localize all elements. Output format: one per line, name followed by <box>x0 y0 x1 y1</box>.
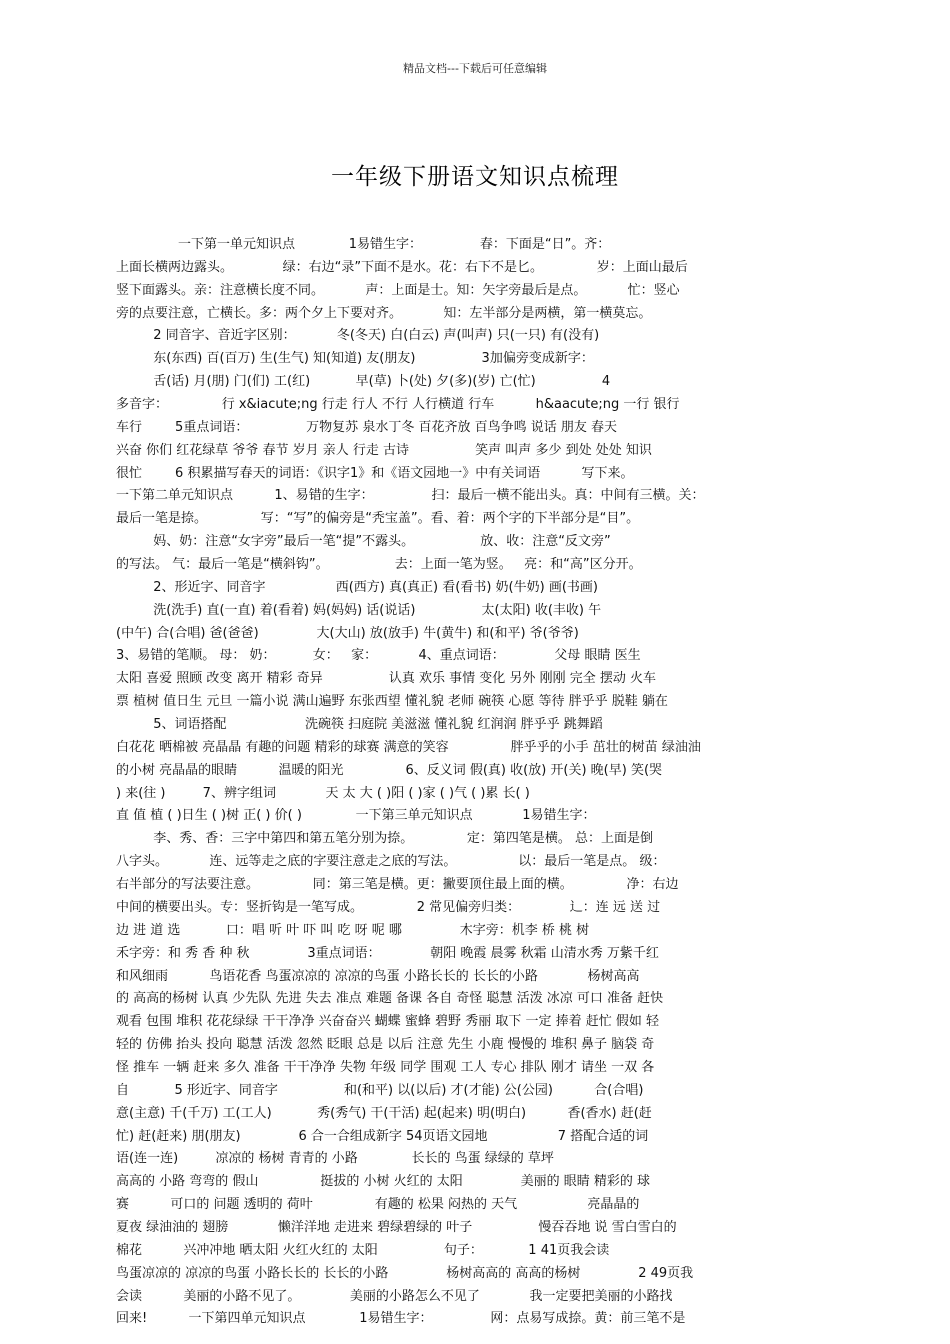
text-line: 舌(话) 月(朋) 门(们) 工(红) 早(草) 卜(处) 夕(多)(岁) 亡(忙) 4 <box>116 374 611 390</box>
text-line: 回来! 一下第四单元知识点 1易错生字： 网：点易写成捺。黄：前三笔不是 <box>116 1311 686 1327</box>
text-line: 自 5 形近字、同音字 和(和平) 以(以后) 才(才能) 公(公园) 合(合唱) <box>116 1082 644 1098</box>
text-line: 的 高高的杨树 认真 少先队 先进 失去 准点 难题 备课 各自 奇怪 聪慧 活泼 冰凉 可口 准备 赶快 <box>116 991 664 1007</box>
text-line: 会读 美丽的小路不见了。 美丽的小路怎么不见了 我一定要把美丽的小路找 <box>116 1288 673 1304</box>
text-line: 禾字旁：和 秀 香 种 秋 3重点词语： 朝阳 晚霞 晨雾 秋霜 山清水秀 万紫千红 <box>116 945 659 961</box>
text-line: ) 来(往 ) 7、辨字组词 天 太 大 ( )阳 ( )家 ( )气 ( )累 长( ) <box>116 785 530 801</box>
text-line: 竖下面露头。亲：注意横长度不同。 声：上面是士。知：矢字旁最后是点。 忙：竖心 <box>116 282 680 298</box>
text-line: 最后一笔是捺。 写：“写”的偏旁是“秃宝盖”。看、着：两个字的下半部分是“目”。 <box>116 511 640 527</box>
text-line: 一下第二单元知识点 1、易错的生字： 扫：最后一横不能出头。真：中间有三横。关： <box>116 488 705 504</box>
text-line: 5、词语搭配 洗碗筷 扫庭院 美滋滋 懂礼貌 红润润 胖乎乎 跳舞蹈 <box>116 717 603 733</box>
document-title: 一年级下册语文知识点梳理 <box>331 164 619 190</box>
document-body <box>116 234 836 1331</box>
text-line: 2、形近字、同音字 西(西方) 真(真正) 看(看书) 奶(牛奶) 画(书画) <box>116 579 598 595</box>
text-line: 中间的横要出头。专：竖折钩是一笔写成。 2 常见偏旁归类： 辶：连 远 送 过 <box>116 899 661 915</box>
text-line: 赛 可口的 问题 透明的 荷叶 有趣的 松果 闷热的 天气 亮晶晶的 <box>116 1197 640 1213</box>
text-line: 很忙 6 积累描写春天的词语：《识字1》和《语文园地一》中有关词语 写下来。 <box>116 465 634 481</box>
text-line: 旁的点要注意，亡横长。多：两个夕上下要对齐。 知：左半部分是两横，第一横莫忘。 <box>116 305 652 321</box>
text-line: 轻的 仿佛 抬头 投向 聪慧 活泼 忽然 眨眼 总是 以后 注意 先生 小鹿 慢慢的 堆积 鼻子 脑袋 奇 <box>116 1037 655 1053</box>
text-line: 边 进 道 选 口：唱 听 叶 吓 叫 吃 呀 呢 哪 木字旁：机李 桥 桃 树 <box>116 922 590 938</box>
text-line: (中午) 合(合唱) 爸(爸爸) 大(大山) 放(放手) 牛(黄牛) 和(和平) 爷(爷爷) <box>116 625 579 641</box>
text-line: 车行 5重点词语： 万物复苏 泉水丁冬 百花齐放 百鸟争鸣 说话 朋友 春天 <box>116 419 617 435</box>
text-line: 洗(洗手) 直(一直) 着(看着) 妈(妈妈) 话(说话) 太(太阳) 收(丰收) 午 <box>116 602 602 618</box>
text-line: 白花花 晒棉被 亮晶晶 有趣的问题 精彩的球赛 满意的笑容 胖乎乎的小手 茁壮的树苗 绿油油 <box>116 739 701 755</box>
text-line: 太阳 喜爱 照顾 改变 离开 精彩 奇异 认真 欢乐 事情 变化 另外 刚刚 完全 摆动 火车 <box>116 671 656 687</box>
text-line: 右半部分的写法要注意。 同：第三笔是横。更：撇要顶住最上面的横。 净：右边 <box>116 877 679 893</box>
text-line: 夏夜 绿油油的 翅膀 懒洋洋地 走进来 碧绿碧绿的 叶子 慢吞吞地 说 雪白雪白的 <box>116 1219 677 1235</box>
text-line: 怪 推车 一辆 赶来 多久 准备 干干净净 失物 年级 同学 围观 工人 专心 排队 刚才 请坐 一双 各 <box>116 1059 655 1075</box>
text-line: 鸟蛋凉凉的 凉凉的鸟蛋 小路长长的 长长的小路 杨树高高的 高高的杨树 2 49页我 <box>116 1265 694 1281</box>
text-line: 一下第一单元知识点 1易错生字： 春：下面是“日”。齐： <box>116 237 611 252</box>
text-line: 意(主意) 千(千万) 工(工人) 秀(秀气) 干(干活) 起(起来) 明(明白) 香(香水) 赶(赶 <box>116 1105 652 1121</box>
text-line: 票 植树 值日生 元旦 一篇小说 满山遍野 东张西望 懂礼貌 老师 碗筷 心愿 等待 胖乎乎 脱鞋 躺在 <box>116 694 668 710</box>
text-line: 棉花 兴冲冲地 晒太阳 火红火红的 太阳 句子： 1 41页我会读 <box>116 1242 610 1258</box>
text-line: 直 值 植 ( )日生 ( )树 正( ) 价( ) 一下第三单元知识点 1易错生字： <box>116 808 596 824</box>
text-line: 高高的 小路 弯弯的 假山 挺拔的 小树 火红的 太阳 美丽的 眼睛 精彩的 球 <box>116 1174 651 1190</box>
text-line: 妈、奶：注意“女字旁”最后一笔“提”不露头。 放、收：注意“反文旁” <box>116 534 611 550</box>
text-line: 李、秀、香：三字中第四和第五笔分别为捺。 定：第四笔是横。 总：上面是倒 <box>116 831 654 847</box>
text-line: 的写法。 气：最后一笔是“横斜钩”。 去：上面一笔为竖。 亮：和“高”区分开。 <box>116 557 642 573</box>
text-line: 观看 包围 堆积 花花绿绿 干干净净 兴奋奋兴 蝴蝶 蜜蜂 碧野 秀丽 取下 一定 捧着 赶忙 假如 轻 <box>116 1014 659 1030</box>
text-line: 3、易错的笔顺。 母： 奶： 女： 家： 4、重点词语： 父母 眼睛 医生 <box>116 648 641 664</box>
text-line: 的小树 亮晶晶的眼睛 温暖的阳光 6、反义词 假(真) 收(放) 开(关) 晚(早) 笑(哭 <box>116 762 663 778</box>
text-line: 2 同音字、音近字区别： 冬(冬天) 白(白云) 声(叫声) 只(一只) 有(没有) <box>116 328 600 344</box>
text-line: 兴奋 你们 红花绿草 爷爷 春节 岁月 亲人 行走 古诗 笑声 叫声 多少 到处 处处 知识 <box>116 442 652 458</box>
text-line: 八字头。 连、远等走之底的字要注意走之底的写法。 以：最后一笔是点。 级： <box>116 854 666 870</box>
page-header: 精品文档---下载后可任意编辑 <box>403 62 547 75</box>
text-line: 东(东西) 百(百万) 生(生气) 知(知道) 友(朋友) 3加偏旁变成新字： <box>116 351 594 367</box>
text-line: 多音字： 行 x&iacute;ng 行走 行人 不行 人行横道 行车 h&aacute;ng 一行 银行 <box>116 397 680 413</box>
text-line: 和风细雨 鸟语花香 鸟蛋凉凉的 凉凉的鸟蛋 小路长长的 长长的小路 杨树高高 <box>116 968 640 984</box>
text-line: 忙) 赶(赶来) 朋(朋友) 6 合一合组成新字 54页语文园地 7 搭配合适的词 <box>116 1128 649 1144</box>
text-line: 语(连一连) 凉凉的 杨树 青青的 小路 长长的 鸟蛋 绿绿的 草坪 <box>116 1151 554 1167</box>
text-line: 上面长横两边露头。 绿：右边“录”下面不是水。花：右下不是匕。 岁：上面山最后 <box>116 259 688 275</box>
